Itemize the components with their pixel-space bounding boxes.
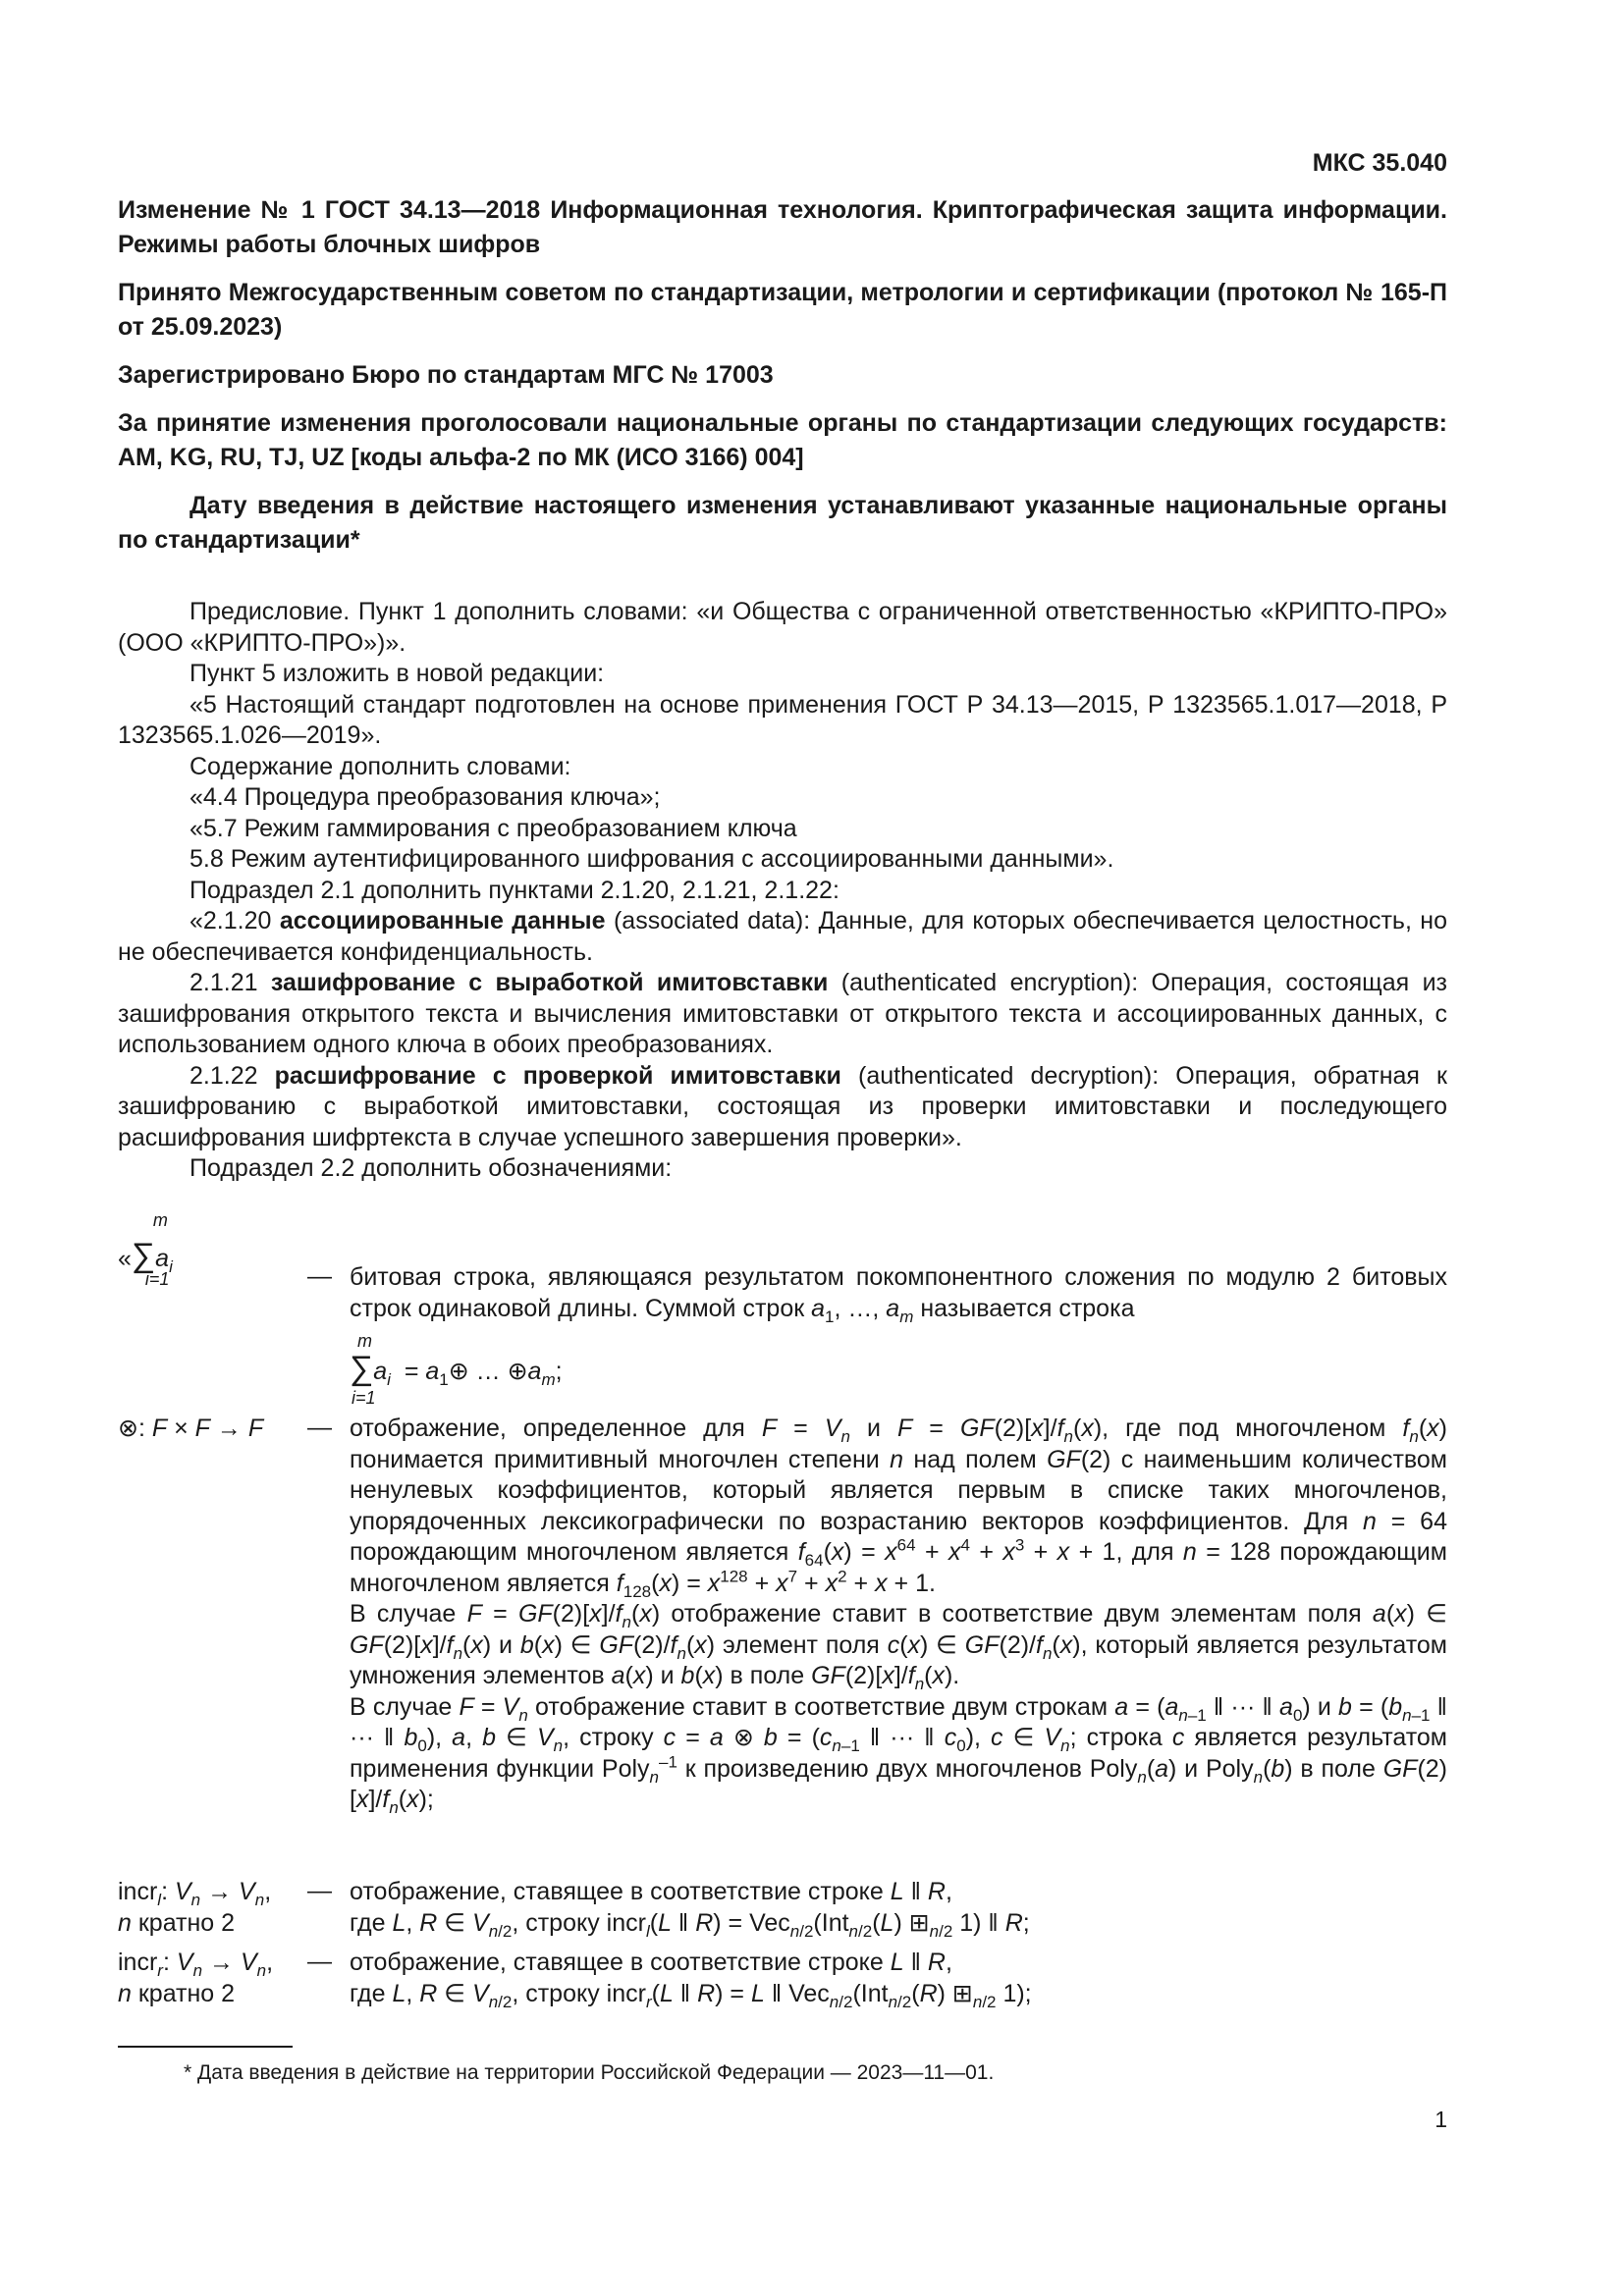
em-dash: — <box>307 1948 332 1975</box>
def-text: (authenticated decryption): Операция, обратная к зашифрованию с выработкой имитовставки, состоящая из проверки имитовставки и последующего расшифрования шифртекста в случае успешного завершения проверки». <box>118 1061 1447 1151</box>
em-dash: — <box>307 1877 332 1904</box>
incr-r-symbol: incr$_r$: $V_n \to V_n$, n кратно 2 <box>118 1949 274 2007</box>
definition-2-1-21 <box>118 968 1447 1061</box>
def-number: 2.1.21 <box>189 969 258 996</box>
paragraph: Подраздел 2.2 дополнить обозначениями: <box>189 1154 673 1182</box>
def-term: ассоциированные данные <box>279 907 606 934</box>
footnote: * Дата введения в действие на территории Российской Федерации — 2023—11—01. <box>184 2061 995 2084</box>
paragraph: Содержание дополнить словами: <box>189 752 571 780</box>
definition-2-1-22 <box>118 1061 1447 1154</box>
def-number: 2.1.22 <box>189 1061 258 1090</box>
def-text: (authenticated encryption): Операция, состоящая из зашифрования открытого текста и вычисления имитовставки от открытого текста и ассоциированных данных, с использованием одного ключа в обоих преобразованиях. <box>118 969 1447 1058</box>
effective-date-note: Дату введения в действие настоящего изменения устанавливают указанные национальные органы по стандартизации* <box>118 492 1447 554</box>
paragraph: Предисловие. Пункт 1 дополнить словами: «и Общества с ограниченной ответственностью «КРИПТО-ПРО» (ООО «КРИПТО-ПРО»)». <box>118 598 1447 657</box>
sum-sign: m ∑ i=1 <box>131 1210 170 1289</box>
paragraph: 5.8 Режим аутентифицированного шифрования с ассоциированными данными». <box>189 845 1114 873</box>
amendment-body <box>118 597 1447 1185</box>
adopted-note: Принято Межгосударственным советом по стандартизации, метрологии и сертификации (протокол № 165-П от 25.09.2023) <box>118 279 1447 341</box>
amendment-title: Изменение № 1 ГОСТ 34.13—2018 Информационная технология. Криптографическая защита информации. Режимы работы блочных шифров <box>118 196 1447 258</box>
def-term: расшифрование с проверкой имитовставки <box>274 1061 841 1090</box>
paragraph: «4.4 Процедура преобразования ключа»; <box>189 783 661 811</box>
tensor-description: отображение, определенное для $F = V_n$ и $F = GF(2)[x]/f_n(x)$, где под многочленом $f_n(x)$ понимается примитивный многочлен степени n над полем GF(2) с наименьшим количеством ненулевых коэффициентов, который является первым в списке таких многочленов, упорядоченных лексикографически по возрастанию векторов коэффициентов. Для n = 64 порождающим многочленом является $f_{64}(x) = x^{64} + x^4 + x^3 + x + 1$, для n = 128 порождающим многочленом является $f_{128}(x) = x^{128} + x^7 + x^2 + x + 1$. В случае $F = GF(2)[x]/f_n(x)$ отображение ставит в соответствие двум элементам поля a(x) ∈ $GF(2)[x]/f_n(x)$ и b(x) ∈ $GF(2)/f_n(x)$ элемент поля c(x) ∈ $GF(2)/f_n(x)$, который является результатом умножения элементов a(x) и b(x) в поле $GF(2)[x]/f_n(x)$. В случае $F = V_n$ отображение ставит в соответствие двум строкам $a = (a_{n-1}$ ‖ ··· ‖ $a_0$) и $b = (b_{n-1}$ ‖ ··· ‖ $b_0$), a, b ∈ $V_n$, строку c = a ⊗ $b = (c_{n-1}$ ‖ ··· ‖ $c_0$), c ∈ $V_n$; строка c является результатом применения функции Poly$_n^{-1}$ к произведению двух многочленов Poly$_n$(a) и Poly$_n$(b) в поле $GF(2)[x]/f_n(x)$; <box>350 1415 1447 1817</box>
em-dash: — <box>307 1414 332 1441</box>
em-dash: — <box>307 1262 332 1290</box>
paragraph: «5 Настоящий стандарт подготовлен на основе применения ГОСТ Р 34.13—2015, Р 1323565.1.017—2018, Р 1323565.1.026—2019». <box>118 690 1447 749</box>
voted-note: За принятие изменения проголосовали национальные органы по стандартизации следующих государств: AM, KG, RU, TJ, UZ [коды альфа-2 по МК (ИСО 3166) 004] <box>118 409 1447 471</box>
open-quote: « <box>118 1245 132 1272</box>
paragraph: Пункт 5 изложить в новой редакции: <box>189 660 605 687</box>
sum-description: битовая строка, являющаяся результатом покомпонентного сложения по модулю 2 битовых строк одинаковой длины. Суммой строк $a_1$, …, $a_m$ называется строка m ∑ i=1 $a_i$ = $a_1\oplus$ … $\oplus a_m$; <box>350 1263 1447 1408</box>
paragraph: «5.7 Режим гаммирования с преобразованием ключа <box>189 814 797 842</box>
def-text: (associated data): Данные, для которых обеспечивается целостность, но не обеспечивается конфиденциальность. <box>118 907 1448 966</box>
paragraph: Подраздел 2.1 дополнить пунктами 2.1.20, 2.1.21, 2.1.22: <box>189 876 839 904</box>
footnote-divider <box>118 2046 293 2048</box>
incr-r-description: отображение, ставящее в соответствие строке L ‖ R, где L, R ∈ $V_{n/2}$, строку incr$_r$(L ‖ R) = L ‖ Vec$_{n/2}$(Int$_{n/2}$(R) $⊞_{n/2}$ 1); <box>350 1949 1032 2011</box>
mks-code: МКС 35.040 <box>1312 149 1447 177</box>
def-term: зашифрование с выработкой имитовставки <box>270 969 829 996</box>
tensor-symbol: ⊗: F × F → F <box>118 1415 264 1442</box>
sum-symbol: « m ∑ i=1 $a_i$ <box>118 1210 173 1289</box>
page-number: 1 <box>1435 2107 1447 2132</box>
incr-l-description: отображение, ставящее в соответствие строке L ‖ R, где L, R ∈ $V_{n/2}$, строку incr$_l$(L ‖ R) = Vec$_{n/2}$(Int$_{n/2}$(L) $⊞_{n/2}$ 1) ‖ R; <box>350 1878 1030 1941</box>
sum-formula: m ∑ i=1 $a_i$ = $a_1\oplus$ … $\oplus a_m$; <box>350 1331 563 1408</box>
def-number: «2.1.20 <box>189 907 272 934</box>
incr-l-symbol: incr$_l$: $V_n \to V_n$, n кратно 2 <box>118 1878 272 1937</box>
header-block <box>118 193 1447 558</box>
registered-note: Зарегистрировано Бюро по стандартам МГС № 17003 <box>118 361 774 389</box>
definition-2-1-20 <box>118 906 1447 968</box>
